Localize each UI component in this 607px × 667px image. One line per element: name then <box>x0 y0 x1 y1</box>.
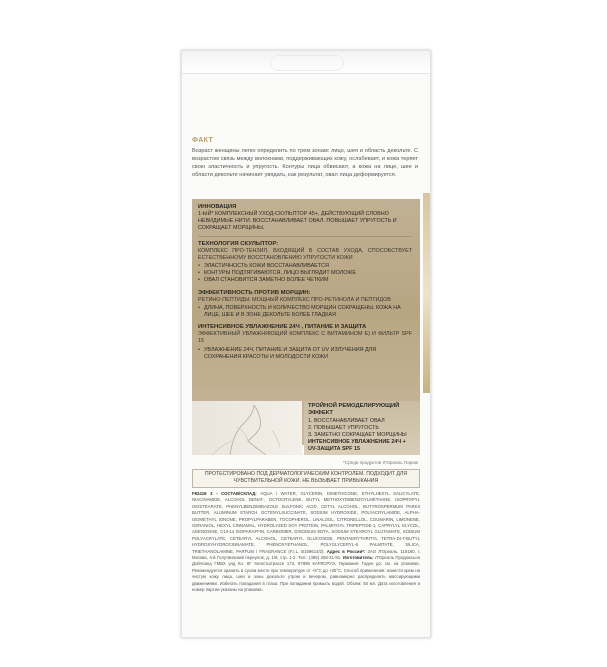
dermatology-notice <box>192 469 420 488</box>
face-illustration <box>192 401 302 455</box>
technology-title: ТЕХНОЛОГИЯ СКУЛЬПТОР: <box>198 240 279 247</box>
info-panel-content <box>198 203 412 361</box>
address-lead: Адрес в России*: <box>326 548 366 554</box>
list-item: • КОНТУРЫ ПОДТЯГИВАЮТСЯ, ЛИЦО ВЫГЛЯДИТ МОЛОЖЕ <box>198 270 412 277</box>
list-item: 1. ВОССТАНАВЛИВАЕТ ОВАЛ <box>308 418 385 424</box>
hydration-title: ИНТЕНСИВНОЕ УВЛАЖНЕНИЕ 24Ч , ПИТАНИЕ И ЗАЩИТА <box>198 324 367 331</box>
gold-side-stripe <box>423 193 430 393</box>
wrinkles-title: ЭФФЕКТИВНОСТЬ ПРОТИВ МОРЩИН: <box>198 289 311 296</box>
hydration-text: ЭФФЕКТИВНЫЙ УВЛАЖНЯЮЩИЙ КОМПЛЕКС С ВИТАМИНОМ E) И ФИЛЬТР SPF 15 <box>198 331 412 345</box>
fact-title: ФАКТ <box>192 137 214 144</box>
hydration-bullets <box>198 347 412 361</box>
maker-lead: Изготовитель: <box>342 555 374 561</box>
fact-text: Возраст женщины легко определить по трем зонам: лицо, шея и область декольте. С возрастом связь между волокнами, поддерживающих кожу, ослабевает, и кожа теряет свою эластичность и упругость. Контуры лица обвисают, а кожа на лице, шее и области декольте начинает увядать, как результат, овал лица деформируется. <box>192 148 418 178</box>
list-item: • ДЛИНА, ПОВЕРХНОСТЬ И КОЛИЧЕСТВО МОРЩИН СОКРАЩЕНЫ. КОЖА НА ЛИЦЕ, ШЕЕ И В ЗОНЕ ДЕКОЛЬТЕ БОЛЕЕ ГЛАДКАЯ <box>198 305 412 319</box>
address-text: ЗАО Л'Ореаль, 119180, г. Москва, 4-й Голутвинский переулок, д. 1/8, стр. 1-2. Тел.: (495) 258-31-91. <box>192 548 420 561</box>
composition-ingredients: AQUA / WATER, GLYCERIN, DIMETHICONE, ETHYLHEXYL SALICYLATE, NIACINAMIDE, ALCOHOL DENAT., OCTOCRYLENE, BUTYL METHOXYDIBENZOYLMETHANE, ISOPROPYL ISOSTEARATE, PHENYLBENZIMIDAZOLE SULFONIC ACID, CETYL ALCOHOL, BUTYROSPERMUM PARKII BUTTER, ALUMINUM STARCH OCTENYLSUCCINATE, SODIUM HYDROXIDE, POLYACRYLAMIDE, ALPHA-ISOMETHYL IONONE, PROPYLPARABEN, TOCOPHEROL, LINALOOL, CITRONELLOL, COUMARIN, LIMONENE, GERANIOL, HEXYL CINNAMAL, HYDROLYZED SOY PROTEIN, PALMITOYL TRIPEPTIDE-1, CAPRYLYL GLYCOL, ADENOSINE, C13-14 ISOPARAFFIN, CARBOMER, DISODIUM EDTA, SODIUM STEAROYL GLUTAMATE, SODIUM POLYACRYLATE, CETEARYL ALCOHOL, CETEARYL GLUCOSIDE, PENTAERYTHRITYL TETRA-DI-T-BUTYL HYDROXYHYDROCINNAMATE, PHENOXYETHANOL, POLYGLYCERYL-6 PALMITATE, SILICA, TRIETHANOLAMINE, PARFUM / FRAGRANCE (F.I.L. B169614/2). <box>192 491 420 554</box>
wrinkles-bullets <box>198 305 412 319</box>
list-item: 3. ЗАМЕТНО СОКРАЩАЕТ МОРЩИНЫ <box>308 432 407 438</box>
composition-text <box>192 491 420 594</box>
composition-lead: F82418 3 - СОСТАВ/СКЛАД: <box>192 491 257 496</box>
innovation-text: 1-ЫЙ* КОМПЛЕКСНЫЙ УХОД-СКУЛЬПТОР 45+, ДЕЙСТВУЮЩИЙ СЛОВНО НЕВИДИМЫЕ НИТИ. ВОССТАНАВЛИВАЕТ ОВАЛ. ПОВЫШАЕТ УПРУГОСТЬ И СОКРАЩАЕТ МОРЩИНЫ. <box>198 211 397 232</box>
dermatology-text: ПРОТЕСТИРОВАНО ПОД ДЕРМАТОЛОГИЧЕСКИМ КОНТРОЛЕМ. ПОДХОДИТ ДЛЯ ЧУВСТВИТЕЛЬНОЙ КОЖИ. НЕ ВЫЗЫВАЕТ ПРИВЫКАНИЯ <box>204 471 408 485</box>
footnote: *Среди продуктов Л'Ореаль Париж <box>342 460 418 465</box>
list-item: • ЭЛАСТИЧНОСТЬ КОЖИ ВОССТАНАВЛИВАЕТСЯ <box>198 263 412 270</box>
box-top-flap <box>182 51 430 74</box>
remodel-list <box>304 418 420 439</box>
maker-text: Л'Ореаль Продюксьон Дойчланд ГМБХ унд Ко. КГ Хенгстштрассе 173, 97895 КАРЛСРУЭ, Германия. Годен до: см. на упаковке. Рекомендуется хранить в сухом месте при температуре от +5°С до +25°С. Способ применения: нанести крем на чистую кожу лица, шеи и зоны декольте утром и вечером, равномерно распределить массирующими движениями. Избегать попадания в глаза. При попадании промыть водой. Объём: 50 мл. Дата изготовления и номер партии указаны на упаковке. <box>192 555 420 593</box>
list-item: • ОВАЛ СТАНОВИТСЯ ЗАМЕТНО БОЛЕЕ ЧЕТКИМ <box>198 277 412 284</box>
innovation-title: ИННОВАЦИЯ <box>198 204 237 210</box>
remodel-box <box>304 401 420 455</box>
embossed-logo <box>270 55 344 71</box>
wrinkles-text: РЕТИНО-ПЕПТИДЫ: МОЩНЫЙ КОМПЛЕКС ПРО-РЕТИНОЛА И ПЕПТИДОВ <box>198 296 391 303</box>
list-item: 2. ПОВЫШАЕТ УПРУГОСТЬ <box>308 425 379 431</box>
remodel-row <box>192 401 420 455</box>
technology-text: КОМПЛЕКС ПРО-ТЕНЗИЛ, ВХОДЯЩИЙ В СОСТАВ УХОДА, СПОСОБСТВУЕТ ЕСТЕСТВЕННОМУ ВОССТАНОВЛЕНИЮ УПРУГОСТИ КОЖИ <box>198 247 412 261</box>
list-item: • УВЛАЖНЕНИЕ 24Ч, ПИТАНИЕ И ЗАЩИТА ОТ UV ИЗЛУЧЕНИЯ ДЛЯ СОХРАНЕНИЯ КРАСОТЫ И МОЛОДОСТИ КОЖИ <box>198 347 412 361</box>
divider <box>198 236 412 237</box>
product-box <box>181 50 431 638</box>
face-sketch-icon <box>192 401 302 455</box>
technology-bullets <box>198 263 412 285</box>
remodel-footer: ИНТЕНСИВНОЕ УВЛАЖНЕНИЕ 24Ч + UV-ЗАЩИТА SPF 15 <box>308 439 406 453</box>
remodel-title: ТРОЙНОЙ РЕМОДЕЛИРУЮЩИЙ ЭФФЕКТ <box>308 403 400 416</box>
